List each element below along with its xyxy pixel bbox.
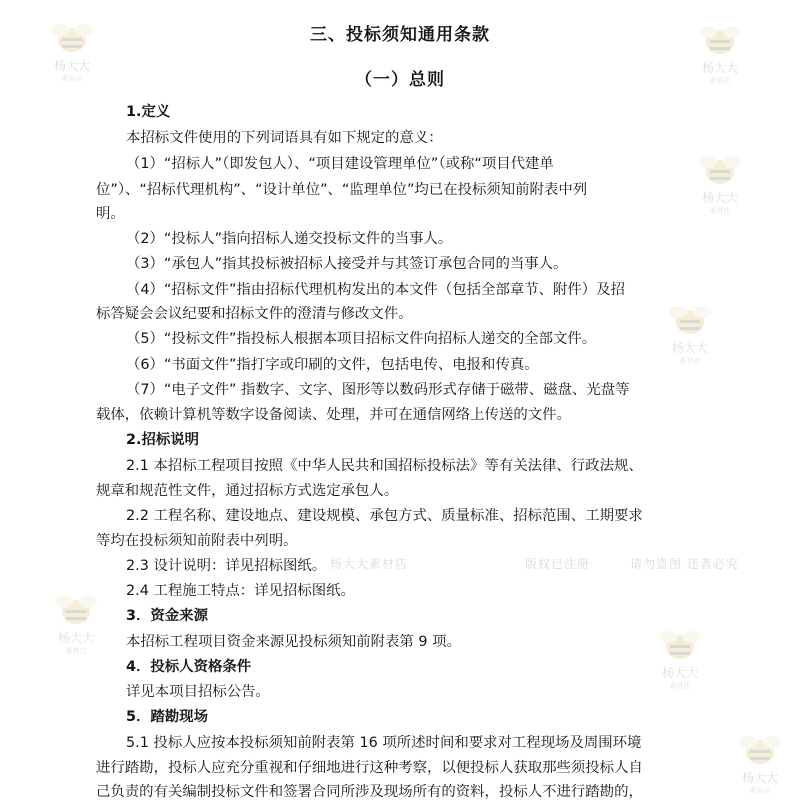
svg-text:杨大大: 杨大大 <box>57 631 95 645</box>
svg-text:素材店: 素材店 <box>679 357 701 365</box>
svg-text:杨大大: 杨大大 <box>53 59 91 73</box>
svg-text:素材店: 素材店 <box>749 787 771 795</box>
paragraph-line: 2.3 设计说明：详见招标图纸。 <box>126 558 327 574</box>
paragraph-line: （1）“招标人”（即发包人）、“项目建设管理单位”（或称“项目代建单 <box>126 156 554 172</box>
svg-text:杨大大: 杨大大 <box>671 341 709 355</box>
paragraph-line: 等均在投标须知前附表中列明。 <box>96 533 298 549</box>
section-heading: （一）总则 <box>355 70 445 90</box>
paragraph-line: （4）“招标文件”指由招标代理机构发出的本文件（包括全部章节、附件）及招 <box>126 282 625 298</box>
svg-text:素材店: 素材店 <box>669 682 691 690</box>
clause-heading: 2.招标说明 <box>126 432 200 448</box>
paragraph-line: （6）“书面文件”指打字或印刷的文件，包括电传、电报和传真。 <box>126 357 539 373</box>
paragraph-line: 进行踏勘，投标人应充分重视和仔细地进行这种考察，以便投标人获取那些须投标人自 <box>96 760 643 776</box>
paragraph-line: （7）“电子文件” 指数字、文字、图形等以数码形式存储于磁带、磁盘、光盘等 <box>126 382 630 398</box>
paragraph-line: 2.1 本招标工程项目按照《中华人民共和国招标投标法》等有关法律、行政法规、 <box>126 458 643 474</box>
clause-heading: 1.定义 <box>126 104 171 120</box>
clause-heading: 5．踏勘现场 <box>126 709 208 725</box>
clause-heading: 3．资金来源 <box>126 608 208 624</box>
watermark-banner-text: 杨大大素材店 <box>330 557 409 571</box>
paragraph-line: 己负责的有关编制投标文件和签署合同所涉及现场所有的资料，投标人不进行踏勘的， <box>96 784 643 800</box>
watermark-banner-text: 请勿盗图 违者必究 <box>630 557 739 571</box>
paragraph-line: 明。 <box>96 206 125 222</box>
svg-text:杨大大: 杨大大 <box>701 61 739 75</box>
paragraph-line: 5.1 投标人应按本投标须知前附表第 16 项所述时间和要求对工程现场及周围环境 <box>126 735 642 751</box>
clause-heading: 4．投标人资格条件 <box>126 659 252 675</box>
paragraph-line: 2.4 工程施工特点：详见招标图纸。 <box>126 583 355 599</box>
bee-logo-watermark <box>730 730 790 796</box>
svg-text:素材店: 素材店 <box>709 207 731 215</box>
svg-text:素材店: 素材店 <box>61 75 83 83</box>
svg-text:杨大大: 杨大大 <box>661 666 699 680</box>
bee-logo-watermark <box>660 300 720 366</box>
document-title: 三、投标须知通用条款 <box>310 25 490 45</box>
svg-text:素材店: 素材店 <box>709 77 731 85</box>
paragraph-line: 位”）、“招标代理机构”、“设计单位”、“监理单位”均已在投标须知前附表中列 <box>96 182 588 198</box>
bee-logo-watermark <box>46 590 106 656</box>
bee-logo-watermark <box>650 625 710 691</box>
svg-text:杨大大: 杨大大 <box>701 191 739 205</box>
paragraph-line: 详见本项目招标公告。 <box>126 684 270 700</box>
paragraph-line: 规章和规范性文件，通过招标方式选定承包人。 <box>96 483 399 499</box>
paragraph-line: （2）“投标人”指向招标人递交投标文件的当事人。 <box>126 231 453 247</box>
paragraph-line: 2.2 工程名称、建设地点、建设规模、承包方式、质量标准、招标范围、工期要求 <box>126 508 643 524</box>
paragraph-line: 本招标文件使用的下列词语具有如下规定的意义： <box>126 130 443 146</box>
paragraph-line: （5）“投标文件”指投标人根据本项目招标文件向招标人递交的全部文件。 <box>126 331 597 347</box>
paragraph-line: （3）“承包人”指其投标被招标人接受并与其签订承包合同的当事人。 <box>126 256 568 272</box>
svg-text:素材店: 素材店 <box>65 647 87 655</box>
bee-logo-watermark <box>690 150 750 216</box>
paragraph-line: 标答疑会会议纪要和招标文件的澄清与修改文件。 <box>96 306 413 322</box>
paragraph-line: 载体，依赖计算机等数字设备阅读、处理，并可在通信网络上传送的文件。 <box>96 407 571 423</box>
paragraph-line: 本招标工程项目资金来源见投标须知前附表第 9 项。 <box>126 634 461 650</box>
watermark-banner-text: 版权已注册 <box>525 557 591 571</box>
svg-text:杨大大: 杨大大 <box>741 771 779 785</box>
